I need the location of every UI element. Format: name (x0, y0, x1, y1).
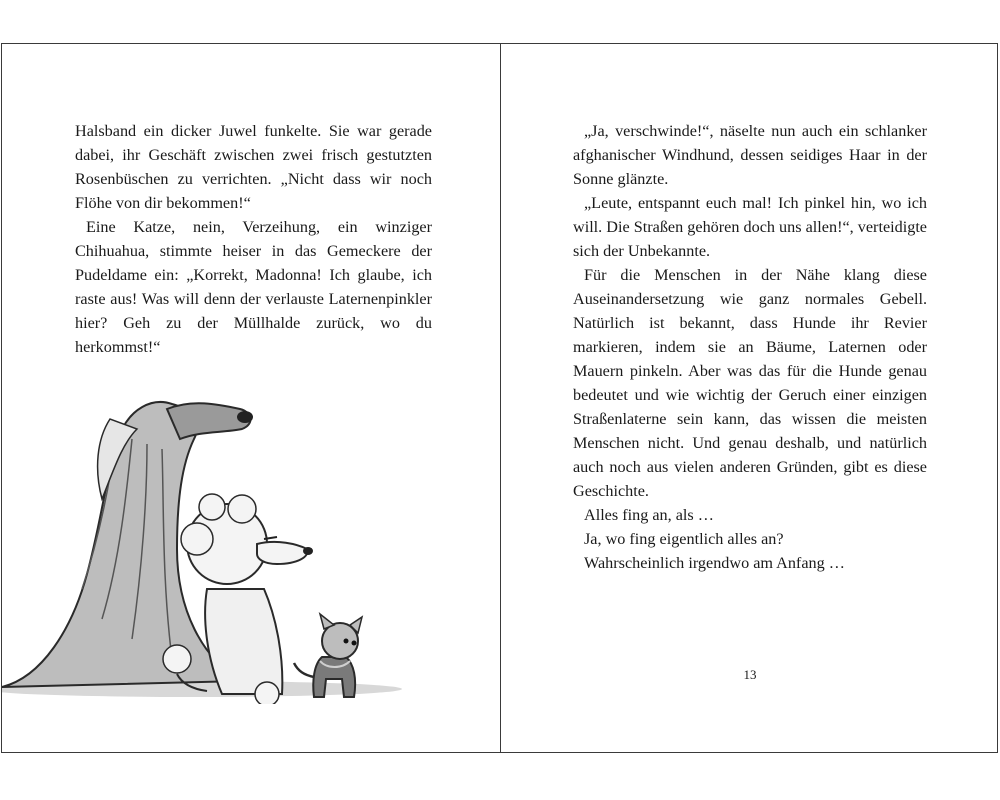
paragraph: Wahrscheinlich irgendwo am Anfang … (584, 554, 845, 572)
left-page-text (75, 119, 432, 359)
right-page (500, 43, 998, 753)
paragraph: „Ja, verschwinde!“, näselte nun auch ein schlanker afghanischer Windhund, dessen seidiges Haar in der Sonne glänzte. (573, 122, 927, 188)
book-spread (0, 43, 1000, 753)
paragraph: Eine Katze, nein, Verzeihung, ein winziger Chihuahua, stimmte heiser in das Gemeckere der Pudeldame ein: „Korrekt, Madonna! Ich glaube, ich raste aus! Was will denn der verlauste Laternenpinkler hier? Geh zu der Müllhalde zurück, wo du herkommst!“ (75, 218, 432, 356)
left-page (1, 43, 500, 753)
paragraph: Halsband ein dicker Juwel funkelte. Sie war gerade dabei, ihr Geschäft zwischen zwei frisch gestutzten Rosenbüschen zu verrichten. „Nicht dass wir noch Flöhe von dir bekommen!“ (75, 122, 432, 212)
paragraph: Alles fing an, als … (584, 506, 714, 524)
dogs-illustration (2, 359, 402, 704)
paragraph: „Leute, entspannt euch mal! Ich pinkel hin, wo ich will. Die Straßen gehören doch uns allen!“, verteidigte sich der Unbekannte. (573, 194, 927, 260)
page-number: 13 (743, 667, 757, 682)
paragraph: Ja, wo fing eigentlich alles an? (584, 530, 784, 548)
right-page-text (573, 119, 927, 575)
paragraph: Für die Menschen in der Nähe klang diese Auseinandersetzung wie ganz normales Gebell. Natürlich ist bekannt, dass Hunde ihr Revier markieren, indem sie an Bäume, Laternen oder Mauern pinkeln. Aber was das für die Hunde genau bedeutet und wie wichtig der Geruch einer einzigen Straßenlaterne sein kann, das wissen die meisten Menschen nicht. Und genau deshalb, und natürlich auch noch aus vielen anderen Gründen, gibt es diese Geschichte. (573, 266, 927, 500)
